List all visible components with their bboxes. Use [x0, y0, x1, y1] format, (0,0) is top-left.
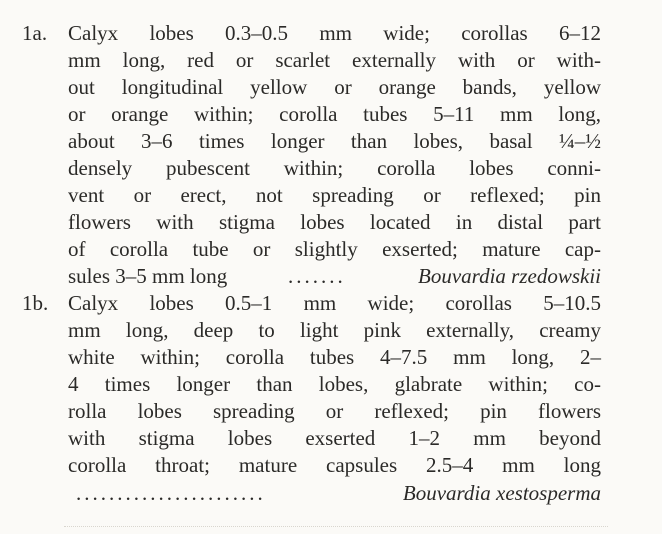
taxon-name: Bouvardia xestosperma — [402, 481, 601, 505]
couplet-label: 1a. — [22, 21, 48, 45]
key-line: of corolla tube or slightly exserted; mature cap- — [68, 237, 601, 261]
key-line: densely pubescent within; corolla lobes conni- — [68, 156, 601, 180]
leader-dots: ....... — [288, 264, 346, 288]
key-line: sules 3–5 mm long — [68, 264, 228, 288]
key-line: about 3–6 times longer than lobes, basal ¼–½ — [68, 129, 601, 153]
key-line: white within; corolla tubes 4–7.5 mm long, 2– — [68, 345, 601, 369]
taxon-name: Bouvardia rzedowskii — [418, 264, 601, 288]
key-line: rolla lobes spreading or reflexed; pin flowers — [68, 399, 601, 423]
bottom-divider — [64, 526, 608, 527]
key-line: out longitudinal yellow or orange bands, yellow — [68, 75, 601, 99]
key-line: mm long, deep to light pink externally, creamy — [68, 318, 601, 342]
key-line: or orange within; corolla tubes 5–11 mm long, — [68, 102, 601, 126]
key-line: with stigma lobes exserted 1–2 mm beyond — [68, 426, 601, 450]
leader-dots: ....................... — [76, 481, 266, 505]
key-line: mm long, red or scarlet externally with or with- — [68, 48, 601, 72]
key-line: 4 times longer than lobes, glabrate within; co- — [68, 372, 601, 396]
key-line: Calyx lobes 0.3–0.5 mm wide; corollas 6–12 — [68, 21, 601, 45]
key-line: vent or erect, not spreading or reflexed; pin — [68, 183, 601, 207]
couplet-label: 1b. — [22, 291, 49, 315]
key-line: flowers with stigma lobes located in distal part — [68, 210, 601, 234]
key-line: Calyx lobes 0.5–1 mm wide; corollas 5–10.5 — [68, 291, 601, 315]
key-line: corolla throat; mature capsules 2.5–4 mm long — [68, 453, 601, 477]
